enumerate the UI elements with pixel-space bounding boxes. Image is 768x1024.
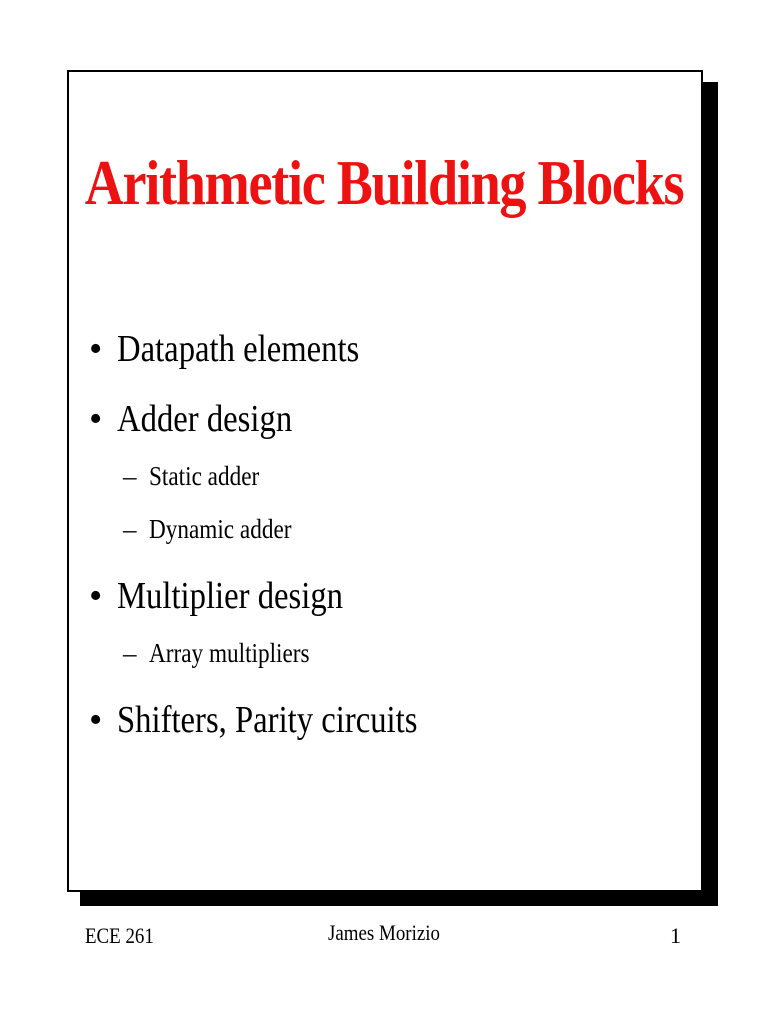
- bullet-item-datapath: [89, 330, 399, 368]
- sub-marker: –: [123, 461, 137, 491]
- bullet-marker: •: [89, 328, 103, 370]
- bullet-marker: •: [89, 699, 103, 741]
- bullet-label: Datapath elements: [117, 328, 360, 370]
- sub-label: Array multipliers: [149, 638, 310, 668]
- slide-title: Arithmetic Building Blocks: [84, 148, 684, 218]
- bullet-item-shifters: [89, 701, 466, 739]
- bullet-item-multiplier: [89, 577, 380, 615]
- bullet-item-adder: [89, 400, 321, 438]
- footer-author: James Morizio: [328, 920, 440, 945]
- sub-item-static-adder: [123, 463, 277, 490]
- sub-marker: –: [123, 514, 137, 544]
- sub-item-array-multipliers: [123, 640, 336, 667]
- bullet-marker: •: [89, 575, 103, 617]
- footer-course: ECE 261: [85, 923, 154, 948]
- sub-label: Dynamic adder: [149, 514, 292, 544]
- bullet-marker: •: [89, 398, 103, 440]
- footer-page-number: 1: [670, 923, 681, 948]
- bullet-label: Shifters, Parity circuits: [117, 699, 418, 741]
- sub-marker: –: [123, 638, 137, 668]
- bullet-label: Adder design: [117, 398, 293, 440]
- sub-item-dynamic-adder: [123, 516, 315, 543]
- sub-label: Static adder: [149, 461, 260, 491]
- bullet-label: Multiplier design: [117, 575, 344, 617]
